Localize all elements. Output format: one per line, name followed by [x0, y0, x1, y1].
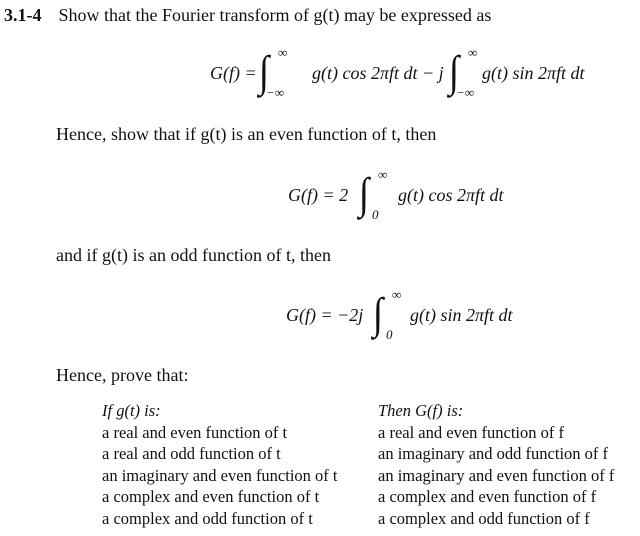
eq1-int2-lower: −∞ — [456, 85, 475, 100]
eq1-int2-upper: ∞ — [468, 45, 478, 60]
table-right-item: an imaginary and odd function of f — [378, 444, 609, 463]
eq1-lhs: G(f) = — [210, 63, 257, 83]
eq1-int1-upper: ∞ — [278, 45, 288, 60]
table-right-header: Then G(f) is: — [378, 401, 464, 420]
eq3-lower: 0 — [386, 327, 393, 342]
eq2-term: g(t) cos 2πft dt — [398, 185, 504, 205]
problem-intro: Show that the Fourier transform of g(t) may be expressed as — [58, 5, 492, 25]
problem-number: 3.1-4 — [4, 5, 42, 25]
eq3-lhs: G(f) = −2j — [286, 305, 364, 325]
table-right-item: an imaginary and even function of f — [378, 465, 615, 485]
table-right-column — [378, 400, 614, 529]
integral-sign: ∫ — [258, 47, 270, 96]
integral-sign: ∫ — [358, 169, 370, 218]
integral-sign: ∫ — [448, 47, 460, 96]
even-intro: Hence, show that if g(t) is an even function of t, then — [56, 124, 437, 144]
eq3-upper: ∞ — [392, 287, 402, 302]
eq1-term1: g(t) cos 2πft dt − j — [312, 63, 444, 83]
prove-intro: Hence, prove that: — [56, 365, 189, 385]
eq2-lower: 0 — [372, 207, 379, 222]
table-left-header: If g(t) is: — [102, 401, 161, 420]
table-left-item: a real and odd function of t — [102, 444, 281, 463]
eq1-int1-lower: −∞ — [266, 85, 285, 100]
odd-intro: and if g(t) is an odd function of t, then — [56, 245, 331, 265]
table-right-item: a complex and even function of f — [378, 487, 597, 506]
integral-sign: ∫ — [372, 289, 384, 338]
eq2-upper: ∞ — [378, 167, 388, 182]
eq1-term2: g(t) sin 2πft dt — [482, 63, 585, 83]
eq3-term: g(t) sin 2πft dt — [410, 305, 513, 325]
table-right-item: a real and even function of f — [378, 422, 564, 442]
equation-1 — [0, 36, 640, 106]
table-right-item: a complex and odd function of f — [378, 508, 590, 528]
equation-2 — [0, 162, 640, 228]
table-left-item: an imaginary and even function of t — [102, 465, 338, 485]
table-left-item: a complex and odd function of t — [102, 508, 313, 528]
problem-header — [4, 4, 491, 26]
equation-3 — [0, 284, 640, 350]
table-left-column — [102, 400, 338, 529]
eq2-lhs: G(f) = 2 — [288, 185, 349, 205]
table-left-item: a real and even function of t — [102, 422, 288, 442]
table-left-item: a complex and even function of t — [102, 487, 320, 506]
